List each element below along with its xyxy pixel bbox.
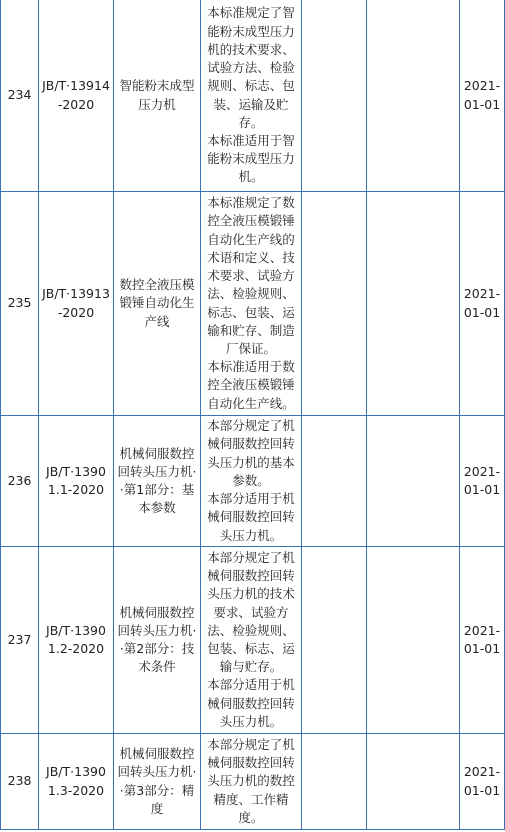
scope-text: 本标准规定了智能粉末成型压力机的技术要求、试验方法、检验规则、标志、包装、运输及贮存。: [207, 5, 295, 130]
standard-description: [201, 734, 302, 830]
row-number: 237: [1, 547, 39, 734]
standard-description: [201, 0, 302, 192]
applicability-text: 本部分适用于机械伺服数控回转头压力机。: [207, 491, 295, 543]
empty-cell: [302, 0, 367, 192]
table-row: [1, 192, 505, 416]
standard-name: 机械伺服数控回转头压力机··第2部分：技术条件: [114, 547, 201, 734]
table-row: [1, 416, 505, 547]
standard-name: 数控全液压模锻锤自动化生产线: [114, 192, 201, 416]
standard-name: 机械伺服数控回转头压力机··第3部分：精度: [114, 734, 201, 830]
scope-text: 本部分规定了机械伺服数控回转头压力机的数控精度、工作精度。: [207, 736, 295, 825]
standard-code: JB/T·13901.2-2020: [39, 547, 114, 734]
table-row: [1, 0, 505, 192]
row-number: 236: [1, 416, 39, 547]
standard-code: JB/T·13913-2020: [39, 192, 114, 416]
empty-cell: [302, 734, 367, 830]
row-number: 238: [1, 734, 39, 830]
implementation-date: 2021-01-01: [460, 192, 505, 416]
empty-cell: [367, 734, 460, 830]
table-row: [1, 734, 505, 830]
standard-name: 机械伺服数控回转头压力机··第1部分：基本参数: [114, 416, 201, 547]
empty-cell: [302, 416, 367, 547]
empty-cell: [367, 192, 460, 416]
standard-description: [201, 416, 302, 547]
standard-code: JB/T·13901.1-2020: [39, 416, 114, 547]
applicability-text: 本标准适用于数控全液压模锻锤自动化生产线。: [207, 359, 295, 411]
standard-description: [201, 547, 302, 734]
standard-description: [201, 192, 302, 416]
implementation-date: 2021-01-01: [460, 416, 505, 547]
empty-cell: [367, 547, 460, 734]
standard-name: 智能粉末成型压力机: [114, 0, 201, 192]
empty-cell: [367, 416, 460, 547]
implementation-date: 2021-01-01: [460, 547, 505, 734]
implementation-date: 2021-01-01: [460, 734, 505, 830]
implementation-date: 2021-01-01: [460, 0, 505, 192]
empty-cell: [302, 547, 367, 734]
applicability-text: 本部分适用于机械伺服数控回转头压力机。: [207, 677, 295, 729]
empty-cell: [302, 192, 367, 416]
scope-text: 本标准规定了数控全液压模锻锤自动化生产线的术语和定义、技术要求、试验方法、检验规则、标志、包装、运输和贮存、制造厂保证。: [207, 195, 295, 356]
row-number: 235: [1, 192, 39, 416]
standard-code: JB/T·13914-2020: [39, 0, 114, 192]
empty-cell: [367, 0, 460, 192]
scope-text: 本部分规定了机械伺服数控回转头压力机的基本参数。: [207, 418, 295, 488]
standard-code: JB/T·13901.3-2020: [39, 734, 114, 830]
applicability-text: 本标准适用于智能粉末成型压力机。: [207, 132, 295, 185]
table-row: [1, 547, 505, 734]
row-number: 234: [1, 0, 39, 192]
scope-text: 本部分规定了机械伺服数控回转头压力机的技术要求、试验方法、检验规则、包装、标志、运输与贮存。: [207, 549, 295, 675]
